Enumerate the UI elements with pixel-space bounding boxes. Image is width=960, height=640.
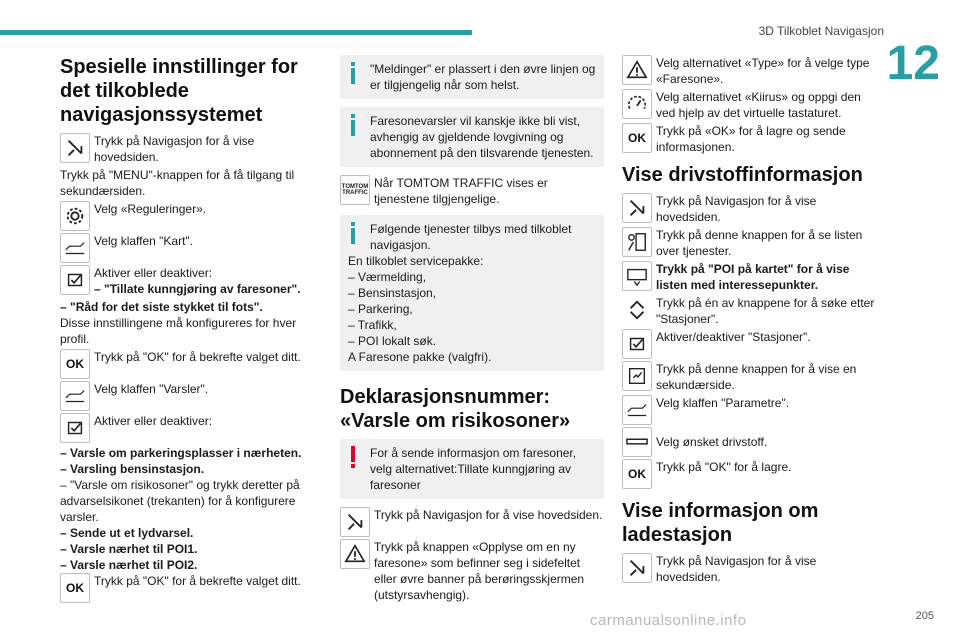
section-title: 3D Tilkoblet Navigasjon	[758, 24, 884, 38]
secondary-page-icon	[622, 361, 652, 391]
paragraph: Trykk på "MENU"-knappen for å få tilgang til sekundærsiden.	[60, 168, 295, 198]
page-number: 205	[915, 610, 934, 622]
heading-special-settings: Spesielle innstillinger for det tilkoblede navigasjonssystemet	[60, 56, 298, 126]
tomtom-traffic-logo: TOMTOM TRAFFIC	[340, 175, 370, 205]
step: Velg «Reguleringer».	[60, 201, 318, 231]
chevron-up-down-icon	[622, 295, 652, 325]
step: TOMTOM TRAFFIC Når TOMTOM TRAFFIC vises er tjenestene tilgjengelige.	[341, 176, 548, 206]
warning-icon	[349, 446, 357, 468]
info-icon	[349, 222, 357, 244]
step: Trykk på "POI på kartet" for å vise listen med interessepunkter.	[622, 261, 880, 293]
step: Trykk på knappen «Opplyse om en ny faresone» som befinner seg i sidefeltet eller øvre banner på berøringsskjermen (utstyrsavhengig).	[340, 539, 604, 603]
navigation-icon	[622, 553, 652, 583]
step: Aktiver eller deaktiver: – "Tillate kunngjøring av faresoner".	[60, 265, 318, 297]
step: Aktiver eller deaktiver:	[60, 413, 318, 443]
tab-icon	[60, 233, 90, 263]
column-3	[622, 55, 880, 587]
step: Velg alternativet «Type» for å velge type «Faresone».	[622, 55, 880, 87]
heading-fuel-info: Vise drivstoffinformasjon	[622, 164, 863, 186]
navigation-icon	[622, 193, 652, 223]
step: OK Trykk på "OK" for å bekrefte valget ditt.	[60, 349, 318, 379]
checkbox-icon	[60, 265, 90, 295]
step: OK Trykk på "OK" for å lagre.	[622, 459, 880, 489]
checkbox-icon	[60, 413, 90, 443]
ok-icon: OK	[622, 123, 652, 153]
step: Trykk på Navigasjon for å vise hovedsiden.	[340, 507, 604, 537]
info-icon	[349, 114, 357, 136]
step: Velg klaffen "Varsler".	[60, 381, 318, 411]
step: Trykk på Navigasjon for å vise hovedsiden.	[60, 133, 318, 165]
ok-icon: OK	[60, 349, 90, 379]
info-note: "Meldinger" er plassert i den øvre linjen og er tilgjengelig når som helst.	[340, 55, 604, 99]
step: Velg klaffen "Parametre".	[622, 395, 880, 425]
column-1: Spesielle innstillinger for det tilkoblede navigasjonssystemet Trykk på Navigasjon for å vise hovedsiden. Trykk på "MENU"-knappen for å få tilgang til sekundærsiden. Velg «Reguleringer». Velg klaffen "Kart". Aktiver eller deaktiver: – "Tillate kunngjøring av faresoner". – "Råd for det siste stykket til fots". Disse innstillingene må konfigureres for hver profil. OK Trykk på "OK" for å bekrefte valget ditt. Velg klaffen "Varsler". Aktiver eller deaktiver: – Varsle om parkeringsplasser i nærheten. – Varsling bensinstasjon. – "Varsle om risikosoner" og trykk deretter på advarselsikonet (trekanten) for å konfigurere varsler. – Sende ut et lydvarsel. – Varsle nærhet til POI1. – Varsle nærhet til POI2. OK Trykk på "OK" for å bekrefte valget ditt.	[60, 55, 318, 605]
tab-icon	[60, 381, 90, 411]
watermark: carmanualsonline.info	[590, 612, 747, 629]
step: OK Trykk på «OK» for å lagre og sende informasjonen.	[622, 123, 880, 155]
step: Trykk på denne knappen for å se listen over tjenester.	[622, 227, 880, 259]
step: OK Trykk på "OK" for å bekrefte valget ditt.	[60, 573, 318, 603]
step: Trykk på én av knappene for å søke etter "Stasjoner".	[622, 295, 880, 327]
poi-map-icon	[622, 261, 652, 291]
info-note: Følgende tjenester tilbys med tilkoblet navigasjon. En tilkoblet servicepakke: – Værmelding, – Bensinstasjon, – Parkering, – Trafikk, – POI lokalt søk. A Faresone pakke (valgfri).	[340, 215, 604, 371]
step: Trykk på Navigasjon for å vise hovedsiden.	[622, 193, 880, 225]
column-2	[340, 55, 604, 605]
heading-charging-info: Vise informasjon om ladestasjon	[622, 500, 819, 546]
navigation-icon	[60, 133, 90, 163]
warning-triangle-icon	[340, 539, 370, 569]
info-note: Faresonevarsler vil kanskje ikke bli vist, avhengig av gjeldende lovgivning og abonnement på den tilsvarende tjenesten.	[340, 107, 604, 167]
step: Trykk på denne knappen for å vise en sekundærside.	[622, 361, 880, 393]
speedometer-icon	[622, 89, 652, 119]
gear-icon	[60, 201, 90, 231]
step: Velg klaffen "Kart".	[60, 233, 318, 263]
navigation-icon	[340, 507, 370, 537]
chapter-number: 12	[886, 37, 940, 90]
services-icon	[622, 227, 652, 257]
step: Velg ønsket drivstoff.	[622, 427, 880, 457]
step: Trykk på Navigasjon for å vise hovedsiden.	[622, 553, 880, 585]
ok-icon: OK	[622, 459, 652, 489]
step: Aktiver/deaktiver "Stasjoner".	[622, 329, 880, 359]
selection-bar-icon	[622, 427, 652, 457]
info-icon	[349, 62, 357, 84]
warning-triangle-icon	[622, 55, 652, 85]
checkbox-icon	[622, 329, 652, 359]
ok-icon: OK	[60, 573, 90, 603]
step: Velg alternativet «Kiirus» og oppgi den ved hjelp av det virtuelle tastaturet.	[622, 89, 880, 121]
heading-declaration: Deklarasjonsnummer: «Varsle om risikosoner»	[340, 386, 571, 432]
header-accent-bar	[0, 30, 472, 35]
tab-icon	[622, 395, 652, 425]
warning-note: For å sende informasjon om faresoner, velg alternativet:Tillate kunngjøring av faresoner	[340, 439, 604, 499]
